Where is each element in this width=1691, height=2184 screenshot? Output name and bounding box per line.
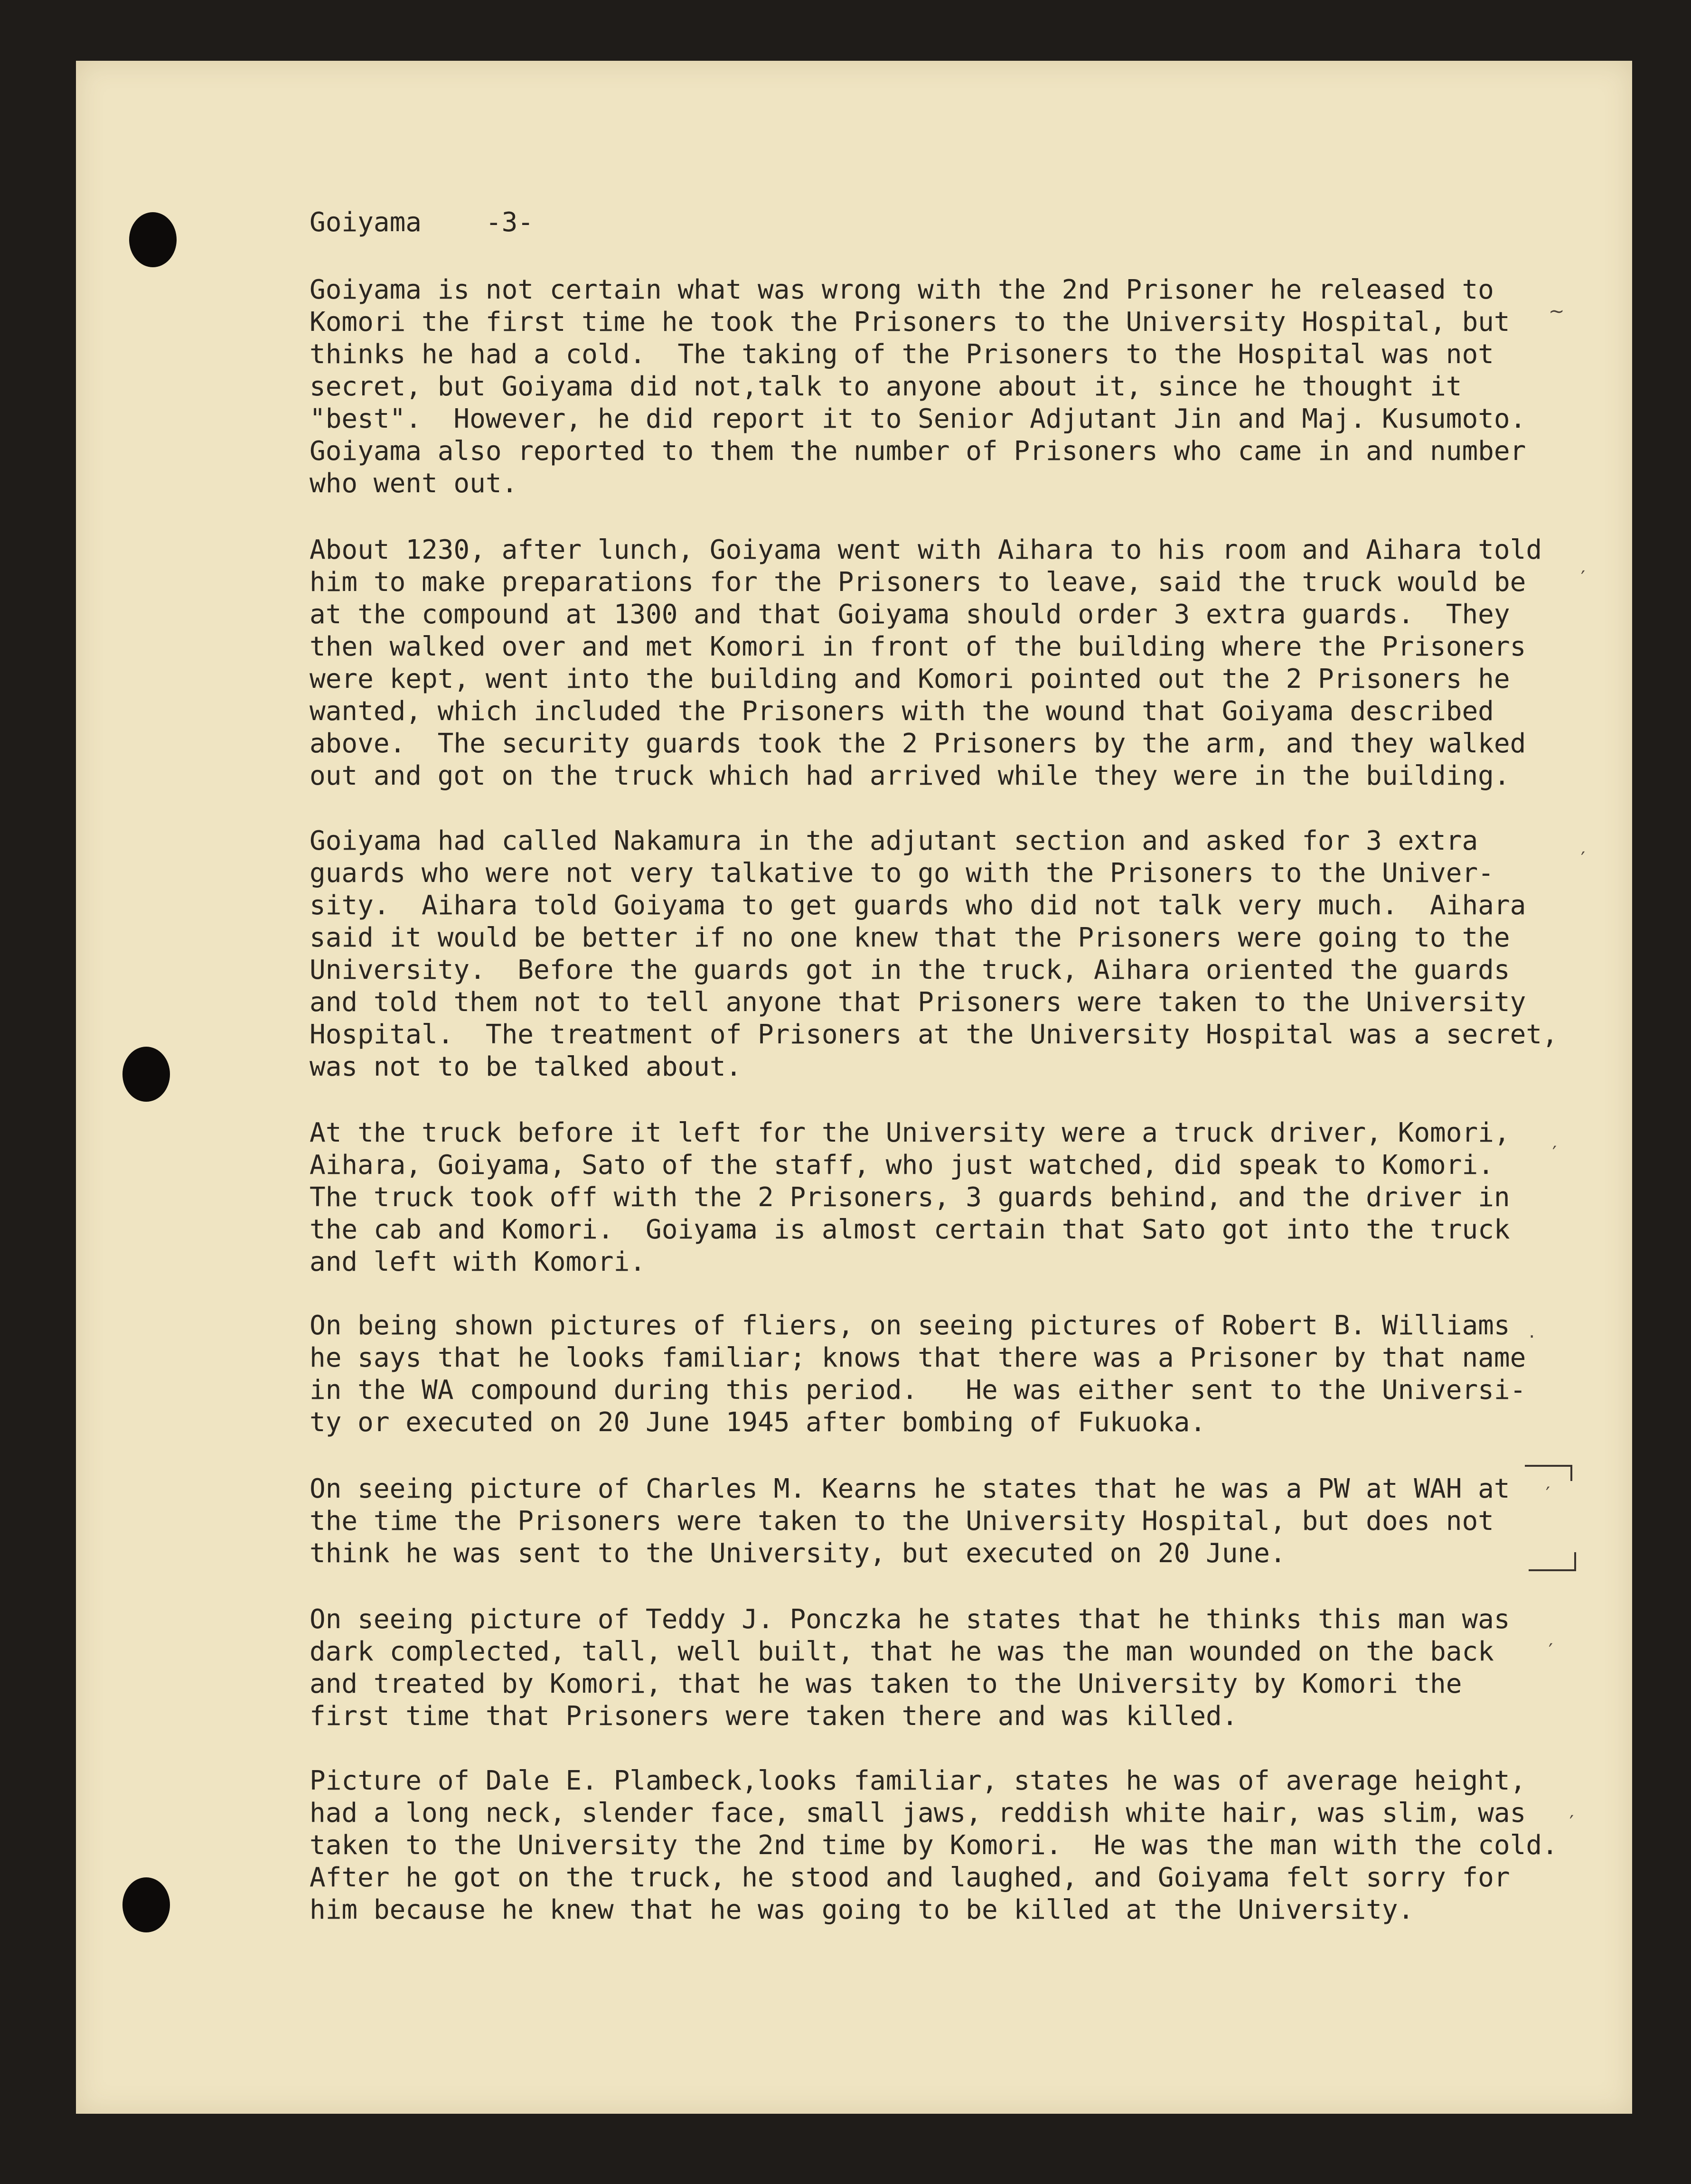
paragraph-7: [310, 1603, 1610, 1733]
margin-bracket: [1529, 1552, 1576, 1571]
paragraph-6: [310, 1473, 1610, 1570]
text-line: and treated by Komori, that he was taken to the University by Komori the: [310, 1668, 1462, 1699]
text-line: Picture of Dale E. Plambeck,looks familiar, states he was of average height,: [310, 1765, 1526, 1796]
pencil-margin-mark: ′: [1569, 1812, 1574, 1834]
text-line: The truck took off with the 2 Prisoners, 3 guards behind, and the driver in: [310, 1182, 1510, 1213]
text-line: Aihara, Goiyama, Sato of the staff, who just watched, did speak to Komori.: [310, 1150, 1494, 1181]
text-line: and left with Komori.: [310, 1247, 646, 1277]
text-line: said it would be better if no one knew that the Prisoners were going to the: [310, 922, 1510, 953]
text-line: On being shown pictures of fliers, on seeing pictures of Robert B. Williams: [310, 1310, 1510, 1341]
text-line: "best". However, he did report it to Senior Adjutant Jin and Maj. Kusumoto.: [310, 403, 1526, 434]
paragraph-3: [310, 825, 1610, 1083]
text-line: first time that Prisoners were taken there and was killed.: [310, 1701, 1238, 1732]
text-line: dark complected, tall, well built, that he was the man wounded on the back: [310, 1636, 1494, 1667]
pencil-margin-mark: ′: [1581, 848, 1586, 870]
text-line: Goiyama also reported to them the number of Prisoners who came in and number: [310, 436, 1526, 467]
text-line: him because he knew that he was going to be killed at the University.: [310, 1894, 1414, 1925]
text-line: at the compound at 1300 and that Goiyama should order 3 extra guards. They: [310, 599, 1510, 630]
pencil-margin-mark: ′: [1581, 567, 1586, 589]
text-line: out and got on the truck which had arrived while they were in the building.: [310, 760, 1510, 791]
paragraph-4: [310, 1117, 1610, 1278]
text-line: thinks he had a cold. The taking of the Prisoners to the Hospital was not: [310, 339, 1494, 370]
text-line: Komori the first time he took the Prisoners to the University Hospital, but: [310, 307, 1510, 337]
text-line: ty or executed on 20 June 1945 after bombing of Fukuoka.: [310, 1407, 1206, 1438]
paragraph-2: [310, 534, 1610, 792]
text-line: think he was sent to the University, but executed on 20 June.: [310, 1538, 1286, 1569]
punch-hole: [122, 1877, 170, 1932]
punch-hole: [122, 1047, 170, 1102]
margin-bracket: [1525, 1465, 1572, 1481]
page-header: Goiyama -3-: [310, 207, 534, 238]
pencil-margin-mark: ′: [1552, 1143, 1557, 1164]
pencil-margin-mark: ․: [1529, 1321, 1535, 1342]
text-line: Goiyama is not certain what was wrong with the 2nd Prisoner he released to: [310, 274, 1494, 305]
punch-hole: [129, 212, 177, 267]
text-line: in the WA compound during this period. He was either sent to the Universi-: [310, 1375, 1526, 1406]
text-line: above. The security guards took the 2 Prisoners by the arm, and they walked: [310, 728, 1526, 759]
text-line: taken to the University the 2nd time by Komori. He was the man with the cold.: [310, 1830, 1558, 1861]
text-line: who went out.: [310, 468, 518, 499]
text-line: On seeing picture of Charles M. Kearns he states that he was a PW at WAH at: [310, 1473, 1510, 1504]
text-line: him to make preparations for the Prisoners to leave, said the truck would be: [310, 567, 1526, 598]
text-line: About 1230, after lunch, Goiyama went with Aihara to his room and Aihara told: [310, 534, 1542, 565]
text-line: After he got on the truck, he stood and laughed, and Goiyama felt sorry for: [310, 1862, 1510, 1893]
text-line: University. Before the guards got in the truck, Aihara oriented the guards: [310, 955, 1510, 985]
paragraph-8: [310, 1765, 1610, 1926]
text-line: secret, but Goiyama did not,talk to anyone about it, since he thought it: [310, 371, 1462, 402]
paragraph-5: [310, 1310, 1610, 1439]
text-line: Goiyama had called Nakamura in the adjutant section and asked for 3 extra: [310, 825, 1478, 856]
text-line: guards who were not very talkative to go with the Prisoners to the Univer-: [310, 858, 1494, 889]
text-line: sity. Aihara told Goiyama to get guards who did not talk very much. Aihara: [310, 890, 1526, 921]
pencil-margin-mark: ′: [1549, 1640, 1553, 1662]
text-line: then walked over and met Komori in front of the building where the Prisoners: [310, 631, 1526, 662]
text-line: the time the Prisoners were taken to the University Hospital, but does not: [310, 1506, 1494, 1537]
text-line: he says that he looks familiar; knows that there was a Prisoner by that name: [310, 1342, 1526, 1373]
text-line: At the truck before it left for the University were a truck driver, Komori,: [310, 1117, 1510, 1148]
text-line: Hospital. The treatment of Prisoners at the University Hospital was a secret,: [310, 1019, 1558, 1050]
text-line: were kept, went into the building and Komori pointed out the 2 Prisoners he: [310, 664, 1510, 694]
text-line: had a long neck, slender face, small jaws, reddish white hair, was slim, was: [310, 1798, 1526, 1828]
pencil-margin-mark: ∼: [1549, 300, 1565, 322]
paragraph-1: [310, 274, 1610, 500]
text-line: and told them not to tell anyone that Prisoners were taken to the University: [310, 987, 1526, 1018]
text-line: wanted, which included the Prisoners with the wound that Goiyama described: [310, 696, 1494, 727]
text-line: the cab and Komori. Goiyama is almost certain that Sato got into the truck: [310, 1214, 1510, 1245]
pencil-margin-mark: ′: [1546, 1483, 1550, 1505]
text-line: was not to be talked about.: [310, 1051, 742, 1082]
text-line: On seeing picture of Teddy J. Ponczka he states that he thinks this man was: [310, 1604, 1510, 1635]
